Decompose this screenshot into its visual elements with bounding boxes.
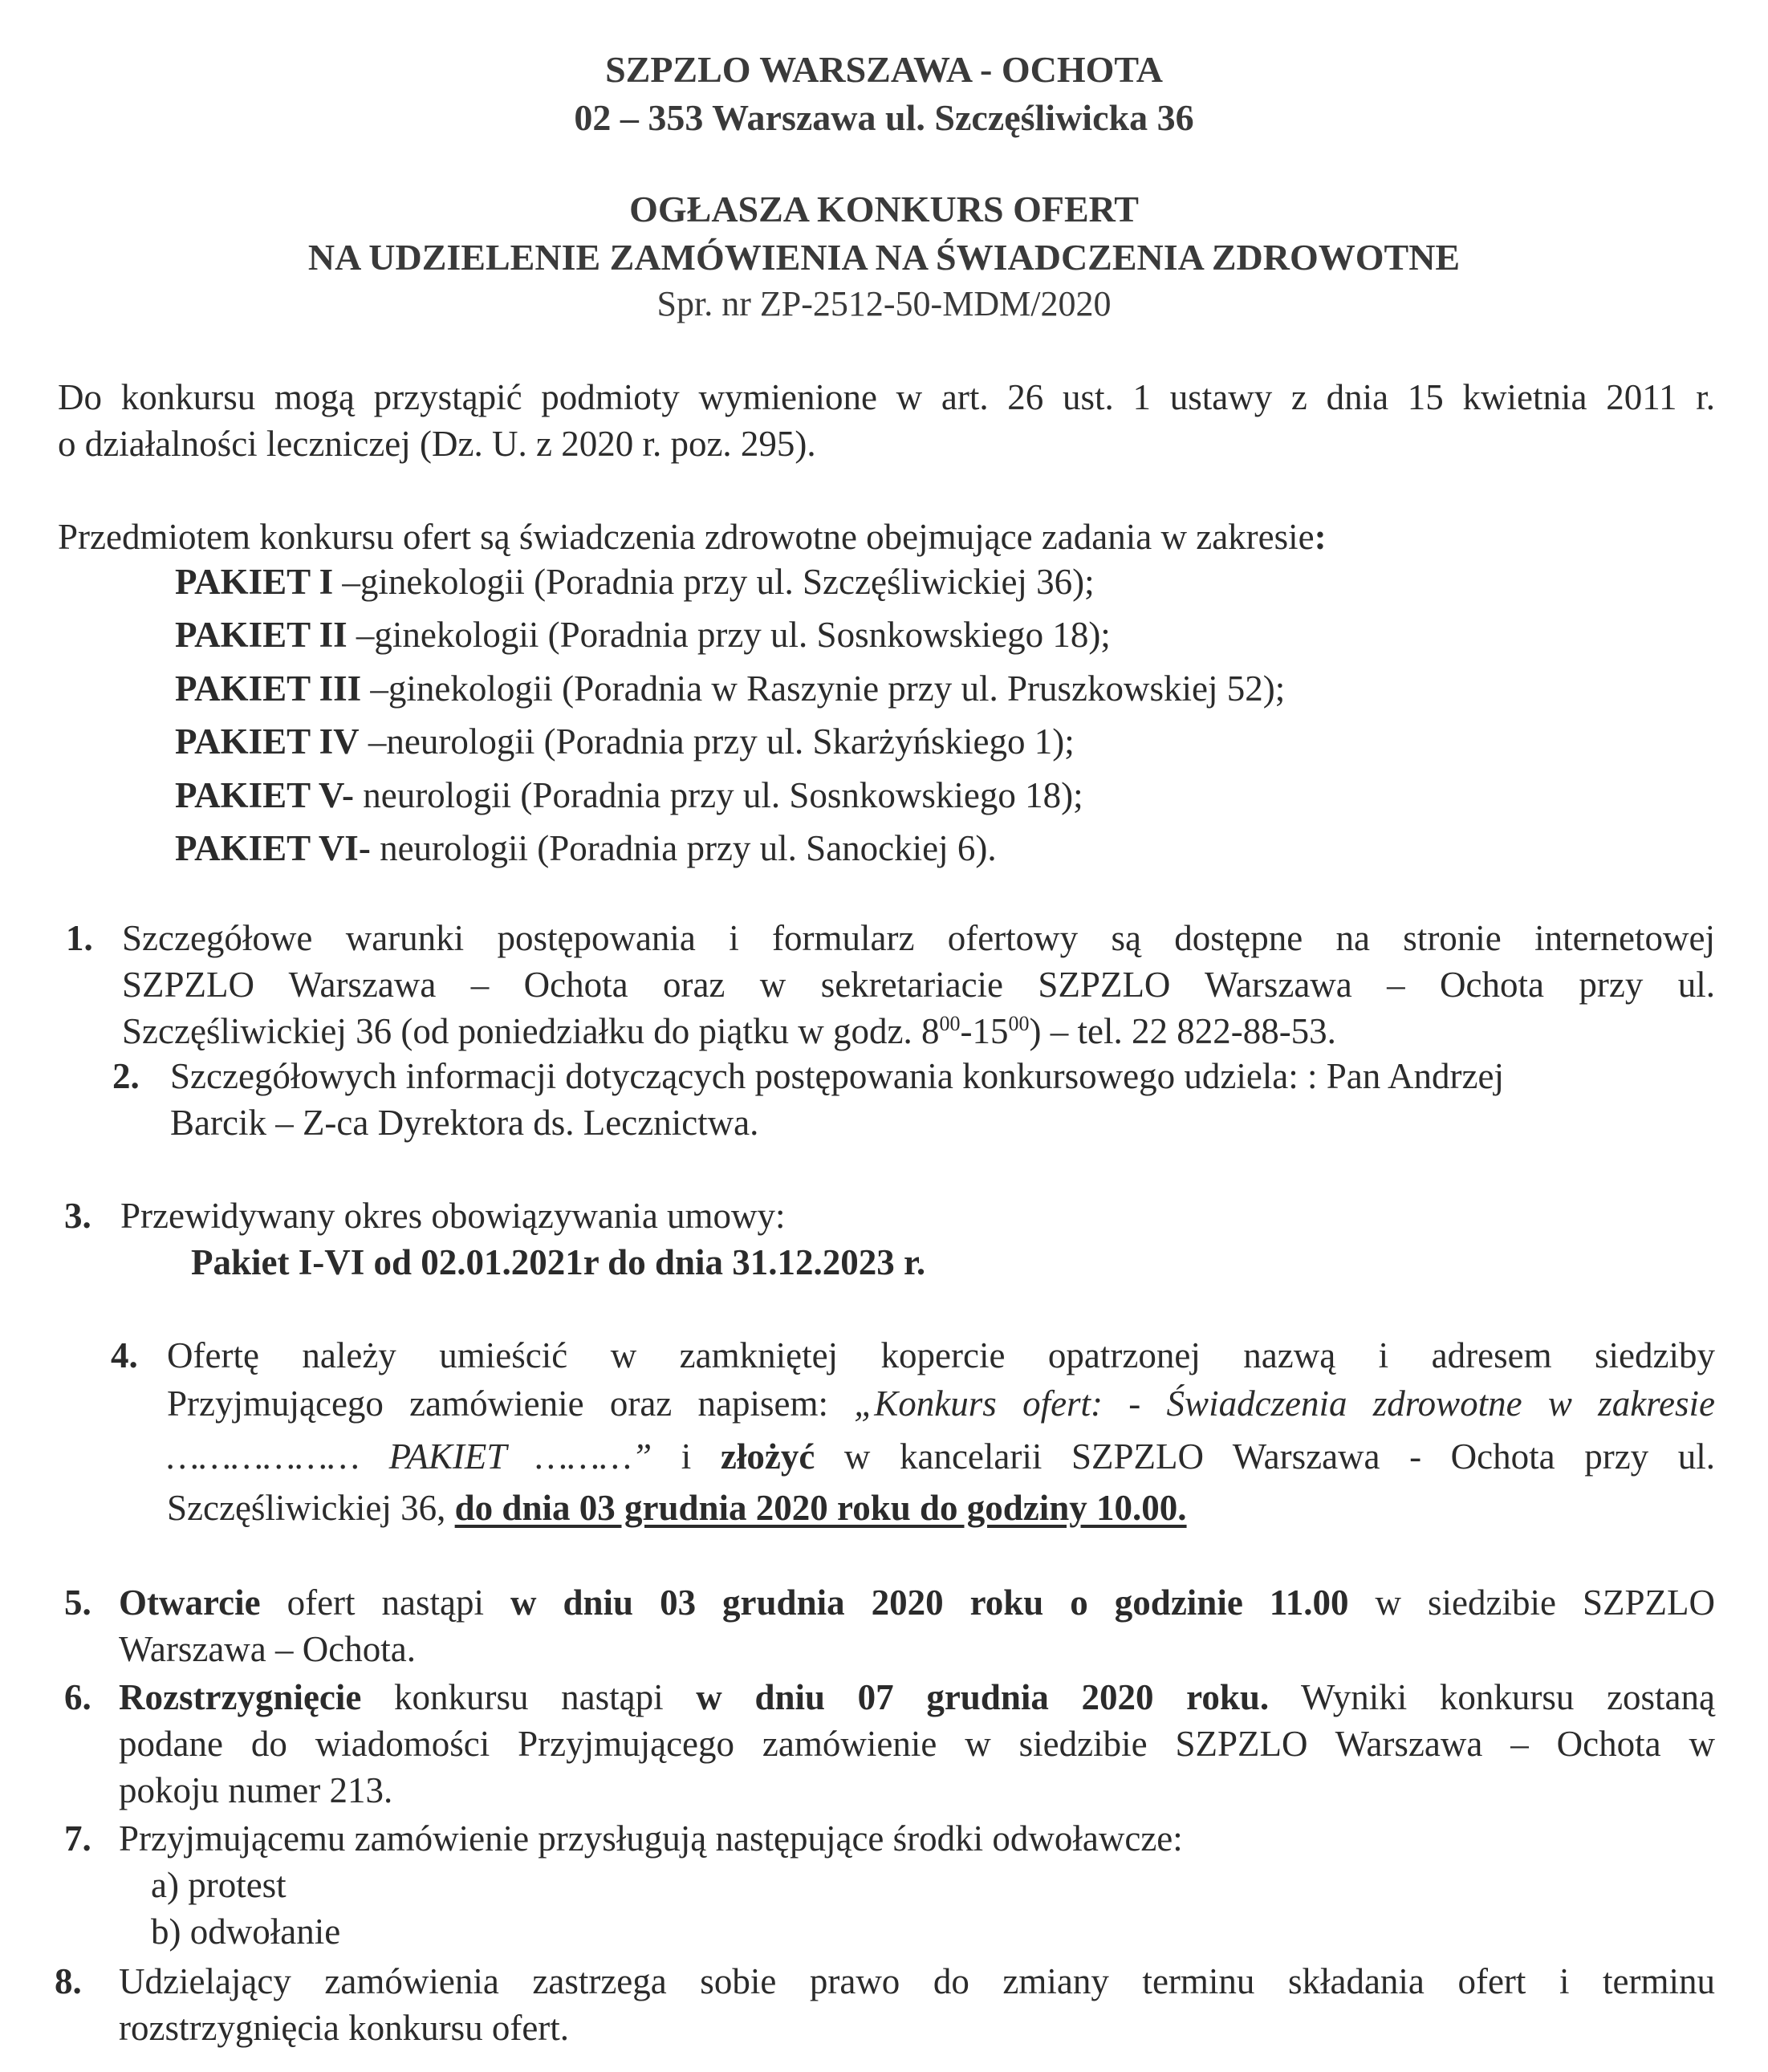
item-3-line-1: Przewidywany okres obowiązywania umowy: bbox=[120, 1196, 786, 1236]
package-item: PAKIET V- neurologii (Poradnia przy ul. Sosnkowskiego 18); bbox=[175, 775, 1083, 815]
item-4-number: 4. bbox=[111, 1335, 138, 1375]
item-6-number: 6. bbox=[64, 1677, 91, 1717]
item-8-line-2: rozstrzygnięcia konkursu ofert. bbox=[119, 2008, 570, 2048]
item-8-line-1: Udzielający zamówienia zastrzega sobie prawo do zmiany terminu składania ofert i terminu bbox=[119, 1961, 1715, 2001]
package-item: PAKIET IV –neurologii (Poradnia przy ul. Skarżyńskiego 1); bbox=[175, 721, 1075, 762]
package-item: PAKIET VI- neurologii (Poradnia przy ul. Sanockiej 6). bbox=[175, 828, 997, 868]
item-1-number: 1. bbox=[66, 918, 93, 958]
item-1-line-3: Szczęśliwickiej 36 (od poniedziałku do piątku w godz. $8^{00}-15^{00}$) – tel. 22 822-88-53. bbox=[122, 1011, 1336, 1051]
case-number: Spr. nr ZP-2512-50-MDM/2020 bbox=[656, 284, 1112, 323]
item-4-line-3: ……………… PAKIET ………” i złożyć w kancelarii SZPZLO Warszawa - Ochota przy ul. bbox=[167, 1436, 1716, 1477]
item-6-line-2: podane do wiadomości Przyjmującego zamówienie w siedzibie SZPZLO Warszawa – Ochota w bbox=[119, 1724, 1715, 1764]
item-1-line-2: SZPZLO Warszawa – Ochota oraz w sekretariacie SZPZLO Warszawa – Ochota przy ul. bbox=[122, 965, 1715, 1005]
institution-address: 02 – 353 Warszawa ul. Szczęśliwicka 36 bbox=[574, 97, 1194, 138]
subject-lead: Przedmiotem konkursu ofert są świadczenia zdrowotne obejmujące zadania w zakresie: bbox=[58, 517, 1327, 557]
intro-line-2: o działalności leczniczej (Dz. U. z 2020 r. poz. 295). bbox=[58, 424, 816, 464]
item-7-line-1: Przyjmującemu zamówienie przysługują następujące środki odwoławcze: bbox=[119, 1818, 1183, 1859]
item-8-number: 8. bbox=[55, 1961, 82, 2001]
item-6-line-1: Rozstrzygnięcie konkursu nastąpi w dniu 07 grudnia 2020 roku. Wyniki konkursu zostaną bbox=[119, 1677, 1715, 1717]
announcement-subtitle: NA UDZIELENIE ZAMÓWIENIA NA ŚWIADCZENIA ZDROWOTNE bbox=[307, 237, 1461, 278]
announcement-title: OGŁASZA KONKURS OFERT bbox=[629, 189, 1139, 230]
item-4-line-4: Szczęśliwickiej 36, do dnia 03 grudnia 2020 roku do godziny 10.00. bbox=[167, 1488, 1187, 1528]
item-7-number: 7. bbox=[64, 1818, 91, 1859]
item-1-line-1: Szczegółowe warunki postępowania i formularz ofertowy są dostępne na stronie internetowej bbox=[122, 918, 1715, 958]
item-2-line-2: Barcik – Z-ca Dyrektora ds. Lecznictwa. bbox=[170, 1103, 759, 1143]
item-3-number: 3. bbox=[64, 1196, 91, 1236]
package-item: PAKIET I –ginekologii (Poradnia przy ul. Szczęśliwickiej 36); bbox=[175, 562, 1095, 602]
institution-name: SZPZLO WARSZAWA - OCHOTA bbox=[605, 49, 1163, 90]
intro-line-1: Do konkursu mogą przystąpić podmioty wymienione w art. 26 ust. 1 ustawy z dnia 15 kwietnia 2011 r. bbox=[58, 377, 1715, 417]
item-3-period: Pakiet I-VI od 02.01.2021r do dnia 31.12.2023 r. bbox=[191, 1242, 926, 1282]
item-7-option-a: a) protest bbox=[151, 1865, 287, 1905]
item-7-option-b: b) odwołanie bbox=[151, 1912, 341, 1952]
submission-deadline: do dnia 03 grudnia 2020 roku do godziny 10.00. bbox=[454, 1488, 1187, 1528]
package-item: PAKIET II –ginekologii (Poradnia przy ul. Sosnkowskiego 18); bbox=[175, 615, 1111, 655]
item-6-line-3: pokoju numer 213. bbox=[119, 1770, 393, 1810]
item-5-number: 5. bbox=[64, 1582, 91, 1623]
item-5-line-1: Otwarcie ofert nastąpi w dniu 03 grudnia 2020 roku o godzinie 11.00 w siedzibie SZPZLO bbox=[119, 1582, 1715, 1623]
package-item: PAKIET III –ginekologii (Poradnia w Raszynie przy ul. Pruszkowskiej 52); bbox=[175, 668, 1286, 709]
item-4-line-2: Przyjmującego zamówienie oraz napisem: „Konkurs ofert: - Świadczenia zdrowotne w zakresie bbox=[167, 1383, 1715, 1424]
item-2-number: 2. bbox=[112, 1056, 140, 1096]
item-4-line-1: Ofertę należy umieścić w zamkniętej kopercie opatrzonej nazwą i adresem siedziby bbox=[167, 1335, 1715, 1375]
item-2-line-1: Szczegółowych informacji dotyczących postępowania konkursowego udziela: : Pan Andrzej bbox=[170, 1056, 1504, 1096]
item-5-line-2: Warszawa – Ochota. bbox=[119, 1629, 416, 1669]
